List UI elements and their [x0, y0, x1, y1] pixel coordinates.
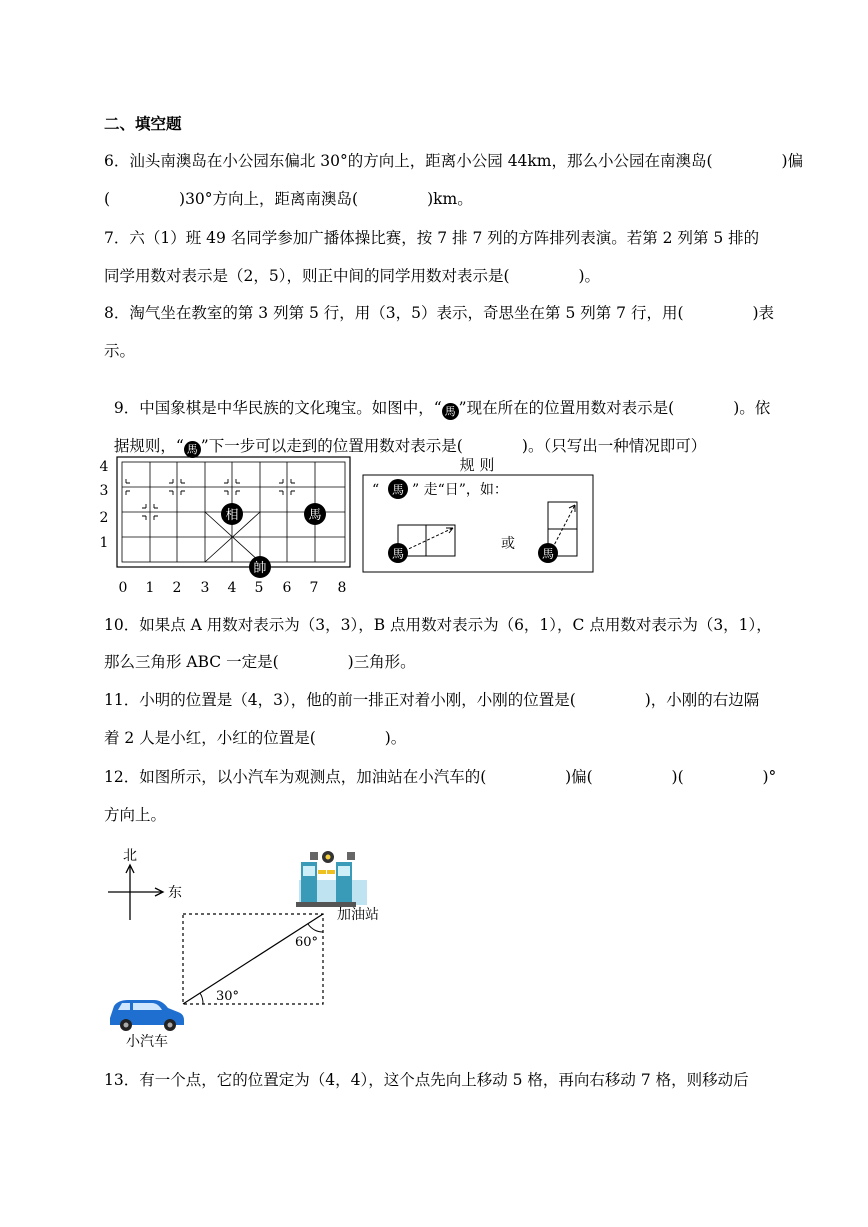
- piece-xiang: [221, 503, 243, 525]
- svg-text:馬: 馬: [391, 547, 405, 561]
- horse-piece-icon: 馬: [184, 441, 201, 458]
- position-markers: [126, 479, 295, 520]
- rules-text: ” 走“日”，如：: [412, 482, 508, 498]
- question-10-line-2: 那么三角形 ABC 一定是( )三角形。: [104, 653, 416, 671]
- question-13-line-1: 13．有一个点，它的位置定为（4，4），这个点先向上移动 5 格，再向右移动 7 格，则移动后: [104, 1071, 749, 1089]
- angle-arc-top: [308, 924, 323, 932]
- question-9-line-1: [104, 378, 770, 420]
- angle-label-top: 60°: [295, 935, 319, 950]
- question-6-line-2: ( )30°方向上，距离南澳岛( )km。: [104, 190, 473, 208]
- x-label-8: 8: [337, 580, 347, 596]
- rules-quote-open: “: [372, 482, 380, 498]
- question-10-line-1: 10．如果点 A 用数对表示为（3，3），B 点用数对表示为（6，1），C 点用数对表示为（3，1），: [104, 616, 772, 634]
- gas-station-label: 加油站: [337, 907, 379, 923]
- q9-text-1a: 9．中国象棋是中华民族的文化瑰宝。如图中，“: [113, 399, 442, 417]
- x-label-7: 7: [309, 580, 319, 596]
- compass-arrows: [108, 865, 163, 920]
- question-11-line-1: 11．小明的位置是（4，3），他的前一排正对着小刚，小刚的位置是( )，小刚的右边隔: [104, 691, 760, 709]
- x-label-0: 0: [118, 580, 128, 596]
- y-label-1: 1: [99, 535, 109, 551]
- svg-text:馬: 馬: [308, 508, 322, 523]
- rules-figure: [358, 452, 598, 580]
- svg-text:馬: 馬: [391, 483, 405, 497]
- y-label-3: 3: [99, 483, 109, 499]
- q9-text-1b: ”现在所在的位置用数对表示是( )。依: [458, 399, 771, 417]
- question-7-line-2: 同学用数对表示是（2，5），则正中间的同学用数对表示是( )。: [104, 267, 601, 285]
- svg-text:相: 相: [225, 508, 239, 523]
- question-7-line-1: 7．六（1）班 49 名同学参加广播体操比赛，按 7 排 7 列的方阵排列表演。若第 2 列第 5 排的: [104, 229, 760, 247]
- question-6-line-1: 6．汕头南澳岛在小公园东偏北 30°的方向上，距离小公园 44km，那么小公园在南澳岛( )偏: [104, 152, 804, 170]
- svg-text:帥: 帥: [253, 561, 267, 576]
- svg-text:馬: 馬: [541, 547, 555, 561]
- sight-line: [183, 914, 323, 1004]
- chess-board-figure: [95, 450, 365, 600]
- car-icon: [110, 1000, 184, 1031]
- x-label-3: 3: [200, 580, 210, 596]
- section-title: 二、填空题: [104, 115, 182, 133]
- horse-piece-icon: [538, 543, 558, 563]
- q9-text-2a: 据规则，“: [113, 437, 184, 455]
- horse-piece-icon: [388, 543, 408, 563]
- east-label: 东: [168, 885, 182, 901]
- x-label-1: 1: [145, 580, 155, 596]
- question-11-line-2: 着 2 人是小红，小红的位置是( )。: [104, 729, 407, 747]
- x-label-2: 2: [172, 580, 182, 596]
- question-8-line-2: 示。: [104, 342, 136, 360]
- question-12-line-2: 方向上。: [104, 806, 167, 824]
- angle-arc-bottom: [200, 993, 203, 1004]
- y-label-2: 2: [99, 510, 109, 526]
- rules-or: 或: [501, 536, 515, 552]
- x-label-4: 4: [227, 580, 237, 596]
- q9-text-2b: ”下一步可以走到的位置用数对表示是( )。（只写出一种情况即可）: [200, 437, 707, 455]
- question-12-line-1: 12．如图所示，以小汽车为观测点，加油站在小汽车的( )偏( )( )°: [104, 768, 777, 786]
- gas-station-icon: [296, 851, 367, 907]
- horse-piece-icon: [388, 479, 408, 499]
- x-label-6: 6: [282, 580, 292, 596]
- question-8-line-1: 8．淘气坐在教室的第 3 列第 5 行，用（3，5）表示，奇思坐在第 5 列第 7 行，用( )表: [104, 304, 775, 322]
- piece-shuai: [249, 556, 271, 578]
- car-label: 小汽车: [126, 1034, 168, 1050]
- rules-title: 规 则: [459, 456, 495, 474]
- x-label-5: 5: [254, 580, 264, 596]
- piece-ma: [304, 503, 326, 525]
- y-label-4: 4: [99, 459, 109, 475]
- angle-label-bottom: 30°: [216, 989, 240, 1004]
- direction-figure: [100, 840, 400, 1055]
- north-label: 北: [123, 848, 137, 864]
- horse-piece-icon: 馬: [442, 403, 459, 420]
